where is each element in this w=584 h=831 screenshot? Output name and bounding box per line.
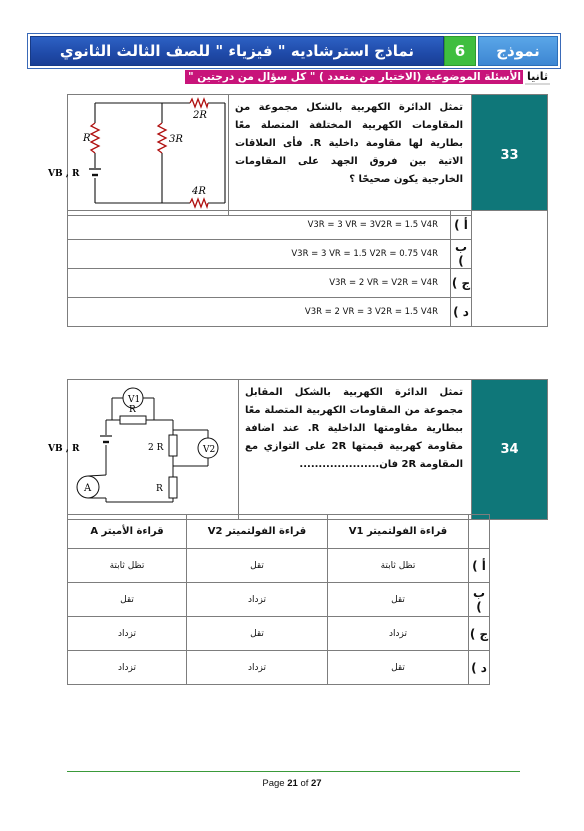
q34-a-ammeter: تظل ثابتة (68, 549, 187, 583)
q34-spacer (490, 515, 549, 685)
q34-d-ammeter: تزداد (68, 651, 187, 685)
q33-circuit-diagram (48, 95, 228, 211)
q34-header-ammeter: قراءة الأميتر A (68, 515, 187, 549)
q34-header-v1: قراءة الفولتميتر V1 (328, 515, 469, 549)
q34-b-v1: تقل (328, 583, 469, 617)
q34-b-v2: تزداد (187, 583, 328, 617)
q34-c-letter: ج ) (469, 617, 490, 651)
q34-d-v1: تقل (328, 651, 469, 685)
q34-option-row[interactable] (68, 549, 549, 583)
question-34 (48, 379, 548, 520)
q33-option-c-letter: ج ) (451, 269, 472, 298)
section-label: ثانيا (527, 70, 549, 83)
q34-answer-table (67, 514, 548, 685)
footer-current-page: 21 (287, 778, 298, 789)
q34-d-letter: د ) (469, 651, 490, 685)
q34-b-ammeter: تقل (68, 583, 187, 617)
q33-label-4r: 4R (192, 186, 206, 197)
model-label: نموذج (478, 36, 558, 66)
q34-label-battery: VB , R (48, 444, 80, 454)
q33-stem: تمثل الدائرة الكهربية بالشكل مجموعة من المقاومات الكهربية المختلفة المتصلة معًا بطارية لها مقاومة داخلية R. فأى العلاقات الاتية بين فروق الجهد على المقاومات الخارجية يكون صحيحًا ؟ (229, 95, 472, 216)
q34-label-r-bottom: R (156, 484, 163, 494)
section-note: الأسئلة الموضوعية (الاختيار من متعدد ) " كل سؤال من درجتين " (185, 70, 523, 84)
q34-option-row[interactable] (68, 583, 549, 617)
q34-circuit-diagram (48, 380, 238, 515)
question-33 (48, 94, 548, 216)
q34-c-ammeter: تزداد (68, 617, 187, 651)
q33-option-d-letter: د ) (451, 298, 472, 327)
q34-c-v1: تزداد (328, 617, 469, 651)
q33-label-r-left: R (83, 133, 91, 144)
q34-number: 34 (472, 380, 548, 520)
q34-stem: تمثل الدائرة الكهربية بالشكل المقابل مجموعة من المقاومات الكهربية المتصلة معًا ببطارية مقاومتها الداخلية R. عند اضافة مقاومة كهربية قيمتها 2R على التوازي مع المقاومة 2R فان..................... (239, 380, 472, 520)
footer-prefix: Page (262, 778, 285, 789)
page-footer (0, 778, 584, 789)
footer-total-pages: 27 (311, 778, 322, 789)
model-number: 6 (444, 36, 476, 66)
q34-option-row[interactable] (68, 651, 549, 685)
q34-label-r-top: R (129, 405, 136, 415)
q34-b-letter: ب ) (469, 583, 490, 617)
q34-a-v2: تقل (187, 549, 328, 583)
q33-option-row[interactable] (68, 211, 548, 240)
q34-a-letter: أ ) (469, 549, 490, 583)
q34-header-letter (469, 515, 490, 549)
q33-label-3r: 3R (169, 134, 183, 145)
q33-figure-cell (48, 95, 229, 216)
q34-header-v2: قراءة الفولتميتر V2 (187, 515, 328, 549)
q33-option-a-letter: أ ) (451, 211, 472, 240)
q34-figure-cell (48, 380, 239, 520)
footer-of: of (300, 778, 309, 789)
q34-option-row[interactable] (68, 617, 549, 651)
q33-options-spacer (472, 211, 548, 327)
q33-options (67, 210, 548, 327)
q33-option-d-text: V3R = 2 VR = 3 V2R = 1.5 V4R (68, 298, 451, 327)
q33-option-b-letter: ب ) (451, 240, 472, 269)
footer-divider (67, 771, 520, 772)
q34-label-v2: V2 (203, 445, 216, 455)
q33-number: 33 (472, 95, 548, 216)
q33-option-a-text: V3R = 3 VR = 3V2R = 1.5 V4R (68, 211, 451, 240)
q34-label-2r: 2 R (148, 443, 164, 453)
q33-label-2r: 2R (193, 110, 207, 121)
q34-a-v1: تظل ثابتة (328, 549, 469, 583)
q34-d-v2: تزداد (187, 651, 328, 685)
page-title: نماذج استرشاديه " فيزياء " للصف الثالث الثانوي (30, 36, 444, 66)
q34-c-v2: تقل (187, 617, 328, 651)
q34-label-v1: V1 (128, 395, 141, 405)
q33-label-battery: VB , R (48, 169, 80, 179)
q33-option-b-text: V3R = 3 VR = 1.5 V2R = 0.75 V4R (68, 240, 451, 269)
q34-label-ammeter: A (84, 483, 92, 494)
q33-option-c-text: V3R = 2 VR = V2R = V4R (68, 269, 451, 298)
